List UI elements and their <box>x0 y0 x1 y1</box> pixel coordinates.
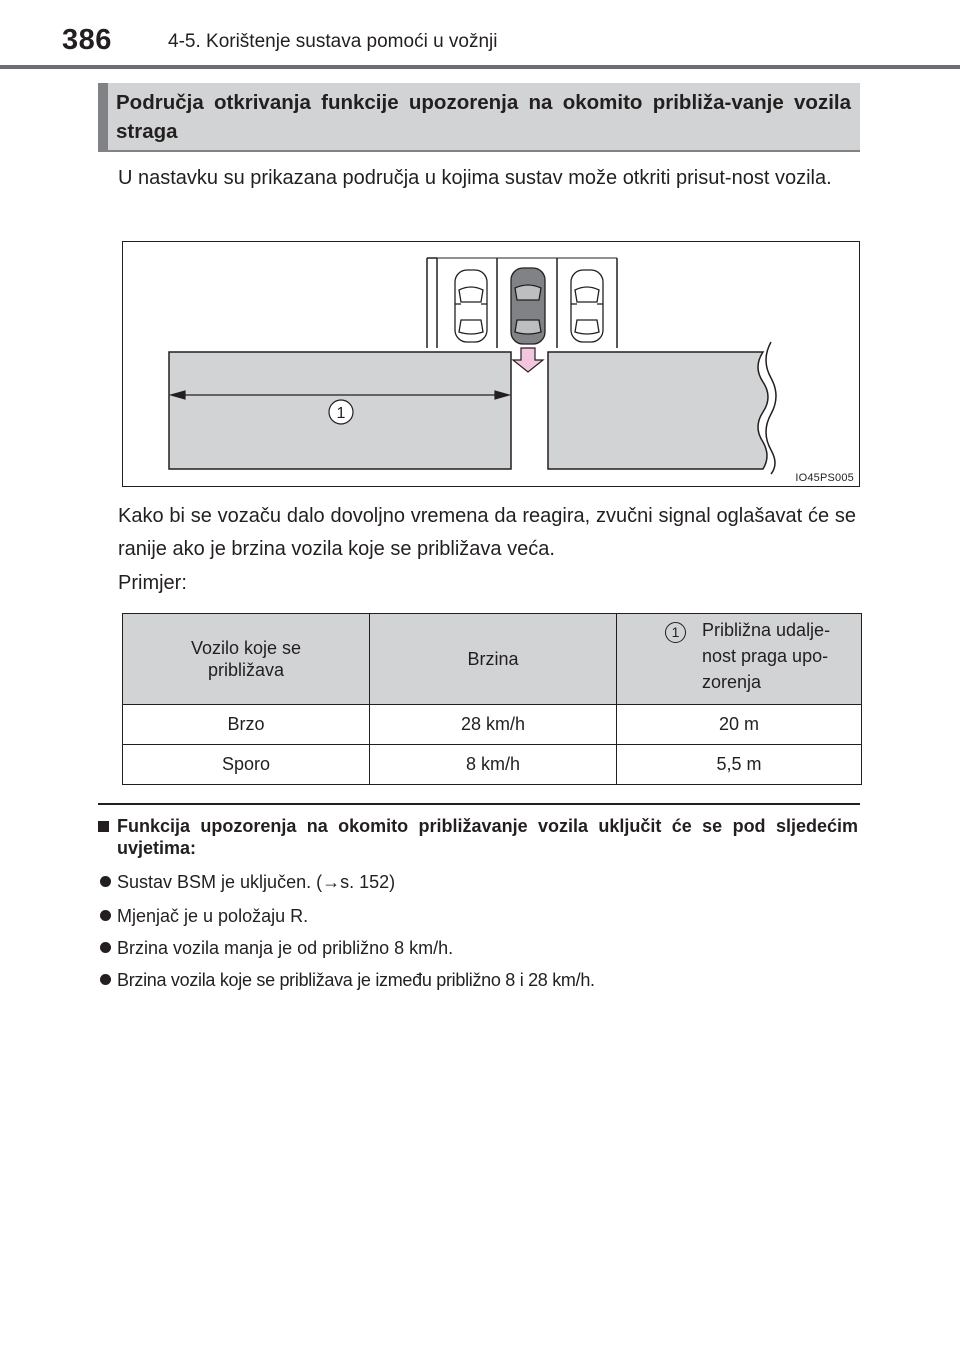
square-bullet-icon <box>98 821 109 832</box>
section-heading-bar <box>98 83 108 150</box>
cell-speed: 8 km/h <box>370 745 617 785</box>
parked-car-right <box>571 270 603 342</box>
cell-speed: 28 km/h <box>370 705 617 745</box>
parked-car-left <box>455 270 487 342</box>
intro-paragraph: U nastavku su prikazana područja u kojima sustav može otkriti prisut-nost vozila. <box>118 167 832 189</box>
section-heading: Područja otkrivanja funkcije upozorenja na okomito približa-vanje vozila straga <box>116 91 851 143</box>
cell-distance: 5,5 m <box>617 745 862 785</box>
marker-1-label: 1 <box>336 405 346 422</box>
page-number: 386 <box>62 24 112 56</box>
cell-vehicle: Sporo <box>123 745 370 785</box>
table-row <box>123 745 862 785</box>
marker-1-circle: 1 <box>665 622 686 643</box>
condition-item: Brzina vozila manja je od približno 8 km/h. <box>100 937 453 959</box>
header-speed: Brzina <box>370 614 617 705</box>
header-vehicle: Vozilo koje se približava <box>123 614 370 705</box>
section-heading-box <box>98 83 860 152</box>
bullet-icon <box>100 910 111 921</box>
condition-item: Mjenjač je u položaju R. <box>100 905 308 927</box>
header-distance: 1 Približna udalje-nost praga upo-zorenja <box>617 614 862 705</box>
cell-distance: 20 m <box>617 705 862 745</box>
detection-area-figure <box>122 241 860 487</box>
conditions-heading: Funkcija upozorenja na okomito približavanje vozila uključit će se pod sljedećim uvjetima: <box>98 815 858 859</box>
header-rule <box>0 65 960 69</box>
arrow-icon: → <box>322 872 341 892</box>
table-row <box>123 705 862 745</box>
detection-diagram <box>123 242 861 488</box>
cell-vehicle: Brzo <box>123 705 370 745</box>
bullet-icon <box>100 876 111 887</box>
figure-code-label: IO45PS005 <box>795 472 854 484</box>
warning-timing-paragraph: Kako bi se vozaču dalo dovoljno vremena da reagira, zvučni signal oglašavat će se ranije ako je brzina vozila koje se približava veća. <box>118 505 856 560</box>
reversing-car <box>511 268 545 344</box>
bullet-icon <box>100 942 111 953</box>
condition-item: Brzina vozila koje se približava je između približno 8 i 28 km/h. <box>100 969 595 991</box>
bullet-icon <box>100 974 111 985</box>
reverse-direction-arrow <box>513 348 543 372</box>
chapter-title: 4-5. Korištenje sustava pomoći u vožnji <box>168 31 498 52</box>
section-separator <box>98 803 860 805</box>
right-detection-area <box>548 352 768 469</box>
example-table <box>122 613 862 785</box>
example-label: Primjer: <box>118 572 187 594</box>
table-header-row <box>123 614 862 705</box>
condition-item: Sustav BSM je uključen. (→s. 152) <box>100 871 395 893</box>
